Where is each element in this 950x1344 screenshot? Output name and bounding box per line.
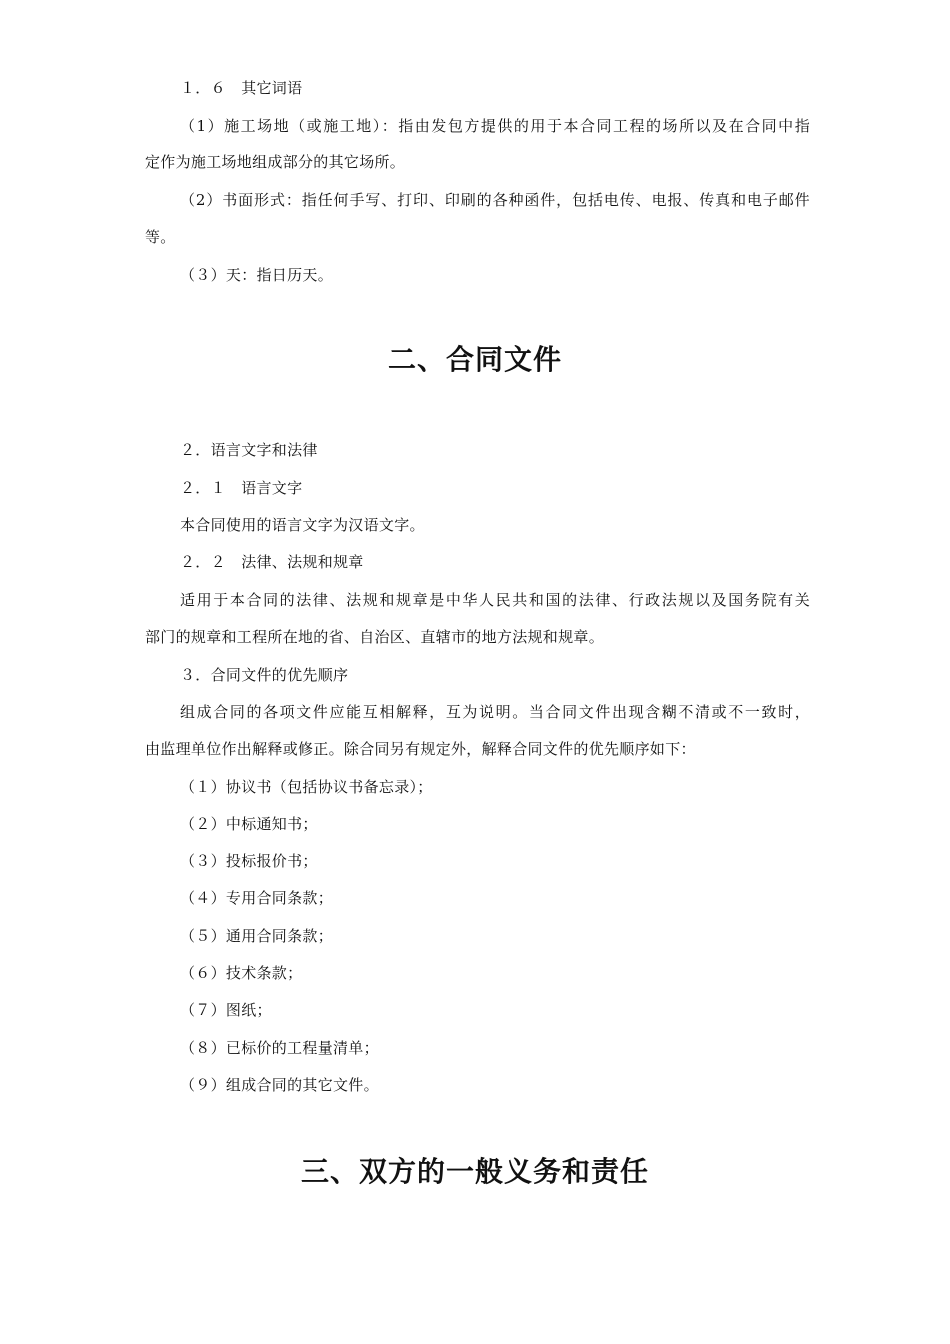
- clause-1-6-title: １．６ 其它词语: [180, 79, 303, 97]
- clause-1-6-item-1-line-1: （1）施工场地（或施工地）：指由发包方提供的用于本合同工程的场所以及在合同中指: [180, 117, 810, 135]
- clause-2-1-title: ２．１ 语言文字: [180, 479, 303, 497]
- order-item-1: （１）协议书（包括协议书备忘录）；: [180, 778, 433, 796]
- order-item-3: （３）投标报价书；: [180, 852, 318, 870]
- order-item-7: （７）图纸；: [180, 1001, 272, 1019]
- clause-2-2-title: ２．２ 法律、法规和规章: [180, 553, 364, 571]
- section-2-heading: 二、合同文件: [387, 343, 562, 376]
- clause-2-1-text: 本合同使用的语言文字为汉语文字。: [180, 516, 425, 534]
- clause-2-2-text-line-1: 适用于本合同的法律、法规和规章是中华人民共和国的法律、行政法规以及国务院有关: [180, 591, 810, 609]
- order-item-8: （８）已标价的工程量清单；: [180, 1039, 379, 1057]
- clause-1-6-item-2-line-2: 等。: [145, 228, 176, 246]
- clause-3-text-line-1: 组成合同的各项文件应能互相解释，互为说明。当合同文件出现含糊不清或不一致时，: [180, 703, 810, 721]
- clause-1-6-item-2-line-1: （2）书面形式：指任何手写、打印、印刷的各种函件，包括电传、电报、传真和电子邮件: [180, 191, 810, 209]
- clause-2-2-text-line-2: 部门的规章和工程所在地的省、自治区、直辖市的地方法规和规章。: [145, 628, 605, 646]
- clause-3-title: ３．合同文件的优先顺序: [180, 666, 349, 684]
- clause-1-6-item-3: （３）天：指日历天。: [180, 266, 334, 284]
- order-item-4: （４）专用合同条款；: [180, 889, 334, 907]
- order-item-9: （９）组成合同的其它文件。: [180, 1076, 379, 1094]
- order-item-2: （２）中标通知书；: [180, 815, 318, 833]
- clause-1-6-item-1-line-2: 定作为施工场地组成部分的其它场所。: [145, 153, 406, 171]
- order-item-5: （５）通用合同条款；: [180, 927, 334, 945]
- clause-2-title: ２．语言文字和法律: [180, 441, 318, 459]
- clause-3-text-line-2: 由监理单位作出解释或修正。除合同另有规定外，解释合同文件的优先顺序如下：: [145, 740, 696, 758]
- section-3-heading: 三、双方的一般义务和责任: [300, 1155, 649, 1188]
- order-item-6: （６）技术条款；: [180, 964, 303, 982]
